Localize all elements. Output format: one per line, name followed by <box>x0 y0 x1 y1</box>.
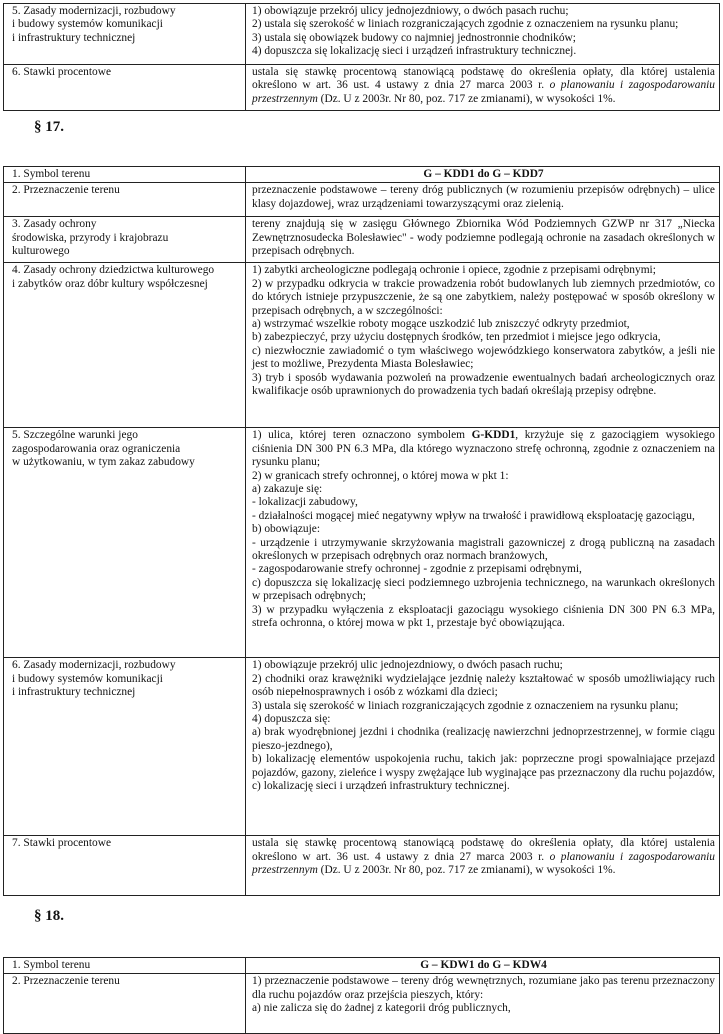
row-label-dziedzictwo <box>4 263 246 428</box>
row-value-symbol <box>246 958 720 974</box>
list-item: 1) obowiązuje przekrój ulicy jednojezdniowy, o dwóch pasach ruchu; <box>252 5 569 17</box>
list-item: 1) obowiązuje przekrój ulic jednojezdniowy, o dwóch pasach ruchu; <box>252 659 563 672</box>
row-label-modernizacja <box>4 4 246 65</box>
list-item: a) wstrzymać wszelkie roboty mogące uszkodzić lub zniszczyć odkryty przedmiot, <box>252 318 630 331</box>
list-item: 2) w granicach strefy ochronnej, o której mowa w pkt 1: <box>252 469 509 482</box>
row-value-przeznaczenie <box>246 974 720 1034</box>
table-row <box>4 217 720 263</box>
list-item: 4) dopuszcza się: <box>252 713 331 726</box>
list-item: 3) tryb i sposób wydawania pozwoleń na prowadzenie ewentualnych badań archeologicznych oraz kwalifikacje osób uprawnionych do prowadzenia tych badań określają przepisy odrębne. <box>252 371 715 398</box>
list-item: - lokalizacji zabudowy, <box>252 496 358 509</box>
table-row <box>4 167 720 183</box>
przeznaczenie-text: przeznaczenie podstawowe – tereny dróg publicznych (w rozumieniu przepisów odrębnych) – ulice klasy dojazdowej, wraz urządzeniami towarzyszącymi oraz zielenią. <box>252 184 715 210</box>
table-top <box>3 3 720 111</box>
row-value-dziedzictwo <box>246 263 720 428</box>
stawki-text <box>252 837 715 877</box>
row-label-text: 5. Zasady modernizacji, rozbudowy i budowy systemów komunikacji i infrastruktury technicznej <box>12 5 176 44</box>
row-value-stawki <box>246 836 720 896</box>
row-label-symbol <box>4 167 246 183</box>
list-item: c) dopuszcza się lokalizację sieci podziemnego uzbrojenia technicznego, na warunkach określonych w przepisach odrębnych; <box>252 576 715 603</box>
table-row <box>4 658 720 836</box>
row-label-text: 1. Symbol terenu <box>12 168 91 180</box>
row-label-modernizacja <box>4 658 246 836</box>
list-item: 3) ustala się szerokość w liniach rozgraniczających zgodnie z oznaczeniem na rysunku planu; <box>252 699 679 712</box>
table-row <box>4 958 720 974</box>
row-value-modernizacja <box>246 658 720 836</box>
row-label-text: 6. Stawki procentowe <box>12 66 112 78</box>
row-label-stawki <box>4 65 246 111</box>
row-value-stawki <box>246 65 720 111</box>
list-item: 3) ustala się obowiązek budowy co najmniej jednostronnie chodników; <box>252 31 576 44</box>
row-value-przeznaczenie <box>246 183 720 217</box>
list-item: a) nie zalicza się do żadnej z kategorii dróg publicznych, <box>252 1002 511 1015</box>
list-item: a) brak wyodrębnionej jezdni i chodnika (realizację nawierzchni jednoprzestrzennej, w formie ciągu pieszo-jezdnego), <box>252 726 715 752</box>
list-item: - działalności mogącej mieć negatywny wpływ na trwałość i prawidłową eksploatację gazociągu, <box>252 509 695 522</box>
symbol-code: G-KDD1 <box>471 429 516 442</box>
stawki-text-end: (Dz. U z 2003r. Nr 80, poz. 717 ze zmianami), w wysokości 1%. <box>317 864 616 877</box>
stawki-text-start: ustala się stawkę procentową stanowiącą podstawę do określenia opłaty, dla której ustalenia określono w art. 36 ust. 4 ustawy z dnia 27 marca 2003 r. <box>252 837 715 863</box>
list-item: 4) dopuszcza się lokalizację sieci i urządzeń infrastruktury technicznej. <box>252 45 577 58</box>
symbol-value: G – KDD1 do G – KDD7 <box>423 168 544 180</box>
row-label-text: 6. Zasady modernizacji, rozbudowy i budowy systemów komunikacji i infrastruktury technicznej <box>12 659 176 699</box>
row-value-warunki <box>246 428 720 658</box>
list-item: b) lokalizację elementów uspokojenia ruchu, takich jak: poprzeczne progi spowalniające przejazd pojazdów, gazony, zieleńce i wyspy zwężające lub wyginające pas przeznaczony dla ruchu pojazdów, <box>252 753 716 779</box>
list-item: 2) w przypadku odkrycia w trakcie prowadzenia robót budowlanych lub ziemnych przedmiotów, co do których istnieje przypuszczenie, że są one zabytkiem, należy postępować w sposób określony w przepisach odrębnych, a w szczególności: <box>252 277 715 317</box>
symbol-value: G – KDW1 do G – KDW4 <box>420 959 547 971</box>
list-item: a) zakazuje się: <box>252 483 323 496</box>
table-row <box>4 65 720 111</box>
list-item: c) niezwłocznie zawiadomić o tym właściwego wojewódzkiego konserwatora zabytków, a jeśli nie jest to możliwe, Prezydenta Miasta Bolesławiec; <box>252 344 715 371</box>
row-label-text: 3. Zasady ochrony środowiska, przyrody i krajobrazu kulturowego <box>12 218 169 258</box>
row-label-stawki <box>4 836 246 896</box>
warunki-text-end: , krzyżuje się z gazociągiem wysokiego ciśnienia DN 300 PN 6.3 MPa, dla którego wyznaczono strefę ochronną, zgodnie z oznaczeniem na rysunku planu; <box>252 429 715 469</box>
row-label-text: 2. Przeznaczenie terenu <box>12 975 120 988</box>
list-item <box>252 429 715 469</box>
list-item: - zagospodarowanie strefy ochronnej - zgodnie z przepisami odrębnymi, <box>252 563 582 576</box>
table-row <box>4 428 720 658</box>
table-section-18 <box>3 957 720 1034</box>
row-value-ochrona <box>246 217 720 263</box>
section-heading-18: § 18. <box>34 908 64 924</box>
row-label-przeznaczenie <box>4 974 246 1034</box>
section-heading-17: § 17. <box>34 119 64 135</box>
list-item: 3) w przypadku wyłączenia z eksploatacji gazociągu wysokiego ciśnienia DN 300 PN 6.3 MPa, strefa ochronna, o której mowa w pkt 1, przestaje być obowiązująca. <box>252 603 715 630</box>
warunki-text-start: 1) ulica, której teren oznaczono symbolem <box>252 429 472 442</box>
list-item: 1) przeznaczenie podstawowe – tereny dróg wewnętrznych, rozumiane jako pas terenu przeznaczony dla ruchu pojazdów oraz przejścia pieszych, który: <box>252 975 715 1001</box>
stawki-text-end: (Dz. U z 2003r. Nr 80, poz. 717 ze zmianami), w wysokości 1%. <box>317 92 616 105</box>
table-row <box>4 183 720 217</box>
table-row <box>4 263 720 428</box>
row-label-text: 1. Symbol terenu <box>12 959 91 971</box>
list-item: 2) ustala się szerokość w liniach rozgraniczających zgodnie z oznaczeniem na rysunku planu; <box>252 18 679 31</box>
list-item: b) obowiązuje: <box>252 523 321 536</box>
row-label-symbol <box>4 958 246 974</box>
table-row <box>4 4 720 65</box>
row-label-ochrona <box>4 217 246 263</box>
stawki-act-title: o planowaniu i zagospodarowaniu przestrzennym <box>252 79 715 105</box>
list-item: b) zabezpieczyć, przy użyciu dostępnych środków, ten przedmiot i miejsce jego odkrycia, <box>252 331 661 344</box>
list-item: 1) zabytki archeologiczne podlegają ochronie i opiece, zgodnie z przepisami odrębnymi; <box>252 264 656 277</box>
row-label-przeznaczenie <box>4 183 246 217</box>
row-value-modernizacja <box>246 4 720 65</box>
row-label-text: 4. Zasady ochrony dziedzictwa kulturowego i zabytków oraz dóbr kultury współczesnej <box>12 264 215 290</box>
row-label-text: 5. Szczególne warunki jego zagospodarowania oraz ograniczenia w użytkowaniu, w tym zakaz zabudowy <box>12 429 195 469</box>
list-item: - urządzenie i utrzymywanie skrzyżowania magistrali gazowniczej z drogą publiczną na zasadach określonych w przepisach odrębnych oraz normach branżowych, <box>252 536 715 563</box>
ochrona-text: tereny znajdują się w zasięgu Głównego Zbiornika Wód Podziemnych GZWP nr 317 „Niecka Zewnętrznosudecka Bolesławiec" - wody podziemne podlegają ochronie na zasadach określonych w przepisach odrębnych. <box>252 218 715 258</box>
list-item: 2) chodniki oraz krawężniki wydzielające jezdnię należy kształtować w sposób umożliwiający ruch osób niepełnosprawnych i osób z wózkami dla dzieci; <box>252 672 715 699</box>
stawki-text-start: ustala się stawkę procentową stanowiącą podstawę do określenia opłaty, dla której ustalenia określono w art. 36 ust. 4 ustawy z dnia 27 marca 2003 r. <box>252 66 715 92</box>
stawki-text <box>252 66 715 106</box>
table-row <box>4 836 720 896</box>
list-item: c) lokalizację sieci i urządzeń infrastruktury technicznej. <box>252 780 510 793</box>
stawki-act-title: o planowaniu i zagospodarowaniu przestrzennym <box>252 850 715 877</box>
table-section-17 <box>3 166 720 896</box>
table-row <box>4 974 720 1034</box>
row-label-text: 2. Przeznaczenie terenu <box>12 184 120 197</box>
row-label-warunki <box>4 428 246 658</box>
row-label-text: 7. Stawki procentowe <box>12 837 112 850</box>
row-value-symbol <box>246 167 720 183</box>
